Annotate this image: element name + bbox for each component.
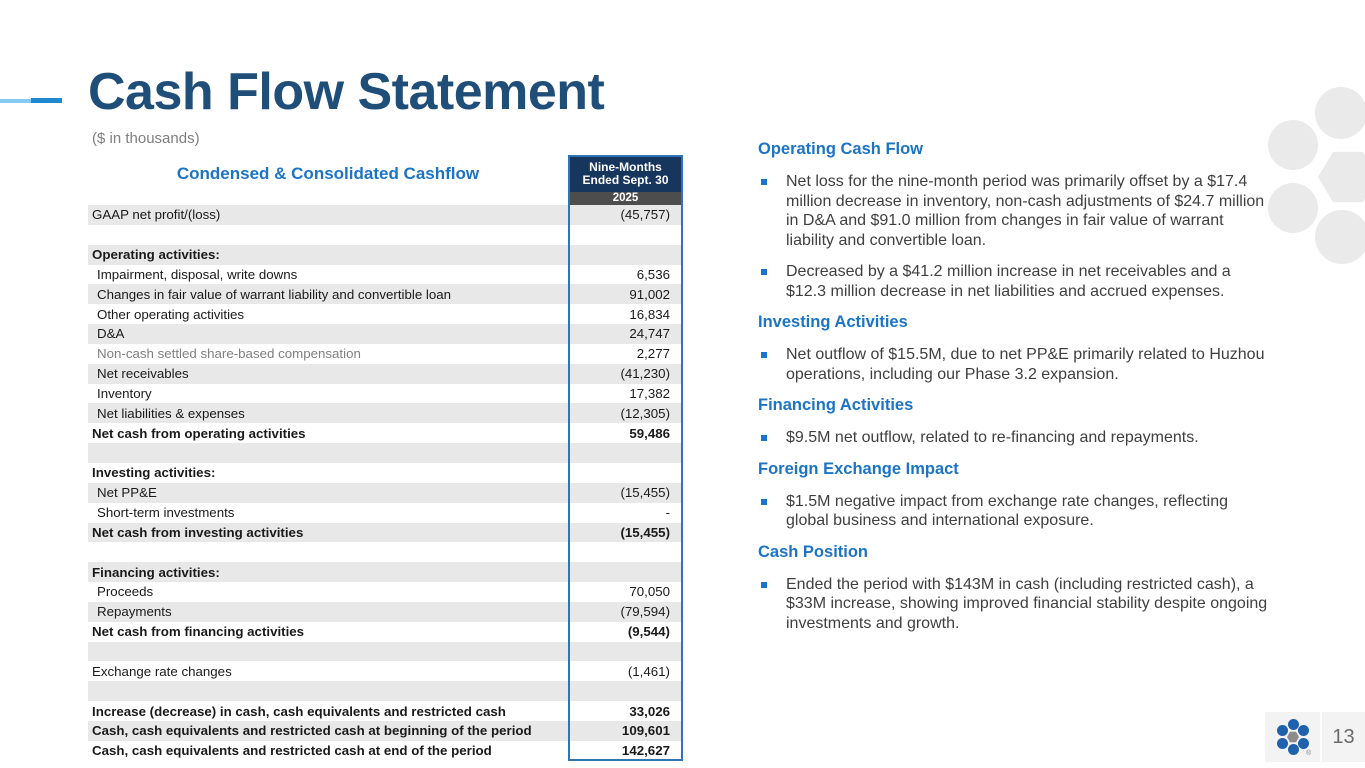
table-row <box>88 681 683 701</box>
table-row <box>88 245 683 265</box>
table-row <box>88 542 683 562</box>
table-row <box>88 562 683 582</box>
table-row <box>88 602 683 622</box>
row-label: Other operating activities <box>97 306 245 322</box>
row-label: Net cash from investing activities <box>92 524 304 540</box>
row-value: (45,757) <box>620 207 670 223</box>
watermark-circle <box>1315 210 1365 264</box>
commentary-panel <box>758 140 1272 645</box>
footer-page-cell <box>1322 712 1365 762</box>
bullet-item <box>758 262 1272 301</box>
row-label: Impairment, disposal, write downs <box>97 266 298 282</box>
row-value: - <box>665 505 670 521</box>
row-value: (79,594) <box>620 604 670 620</box>
accent-line-dark <box>31 98 62 103</box>
period-column-header <box>568 155 683 205</box>
table-row <box>88 701 683 721</box>
row-label: Net cash from financing activities <box>92 624 305 640</box>
bullet-item <box>758 172 1272 250</box>
row-label: Cash, cash equivalents and restricted cash at end of the period <box>92 743 492 759</box>
registered-mark: ® <box>1306 750 1312 757</box>
table-row <box>88 661 683 681</box>
table-row <box>88 304 683 324</box>
table-row <box>88 523 683 543</box>
logo-dot <box>1288 744 1299 755</box>
row-value: (1,461) <box>627 663 670 679</box>
row-label: Cash, cash equivalents and restricted cash at beginning of the period <box>92 723 532 739</box>
row-value: 59,486 <box>629 425 670 441</box>
row-value: 24,747 <box>629 326 670 342</box>
row-value: 17,382 <box>629 386 670 402</box>
table-row <box>88 503 683 523</box>
table-row <box>88 443 683 463</box>
bullet-item <box>758 575 1272 634</box>
row-value: (41,230) <box>620 366 670 382</box>
row-label: Changes in fair value of warrant liability and convertible loan <box>97 286 452 302</box>
bullet-text: Net outflow of $15.5M, due to net PP&E primarily related to Huzhou operations, including our Phase 3.2 expansion. <box>786 346 1265 383</box>
bullet-square-icon <box>761 435 767 441</box>
cashflow-table <box>88 155 683 761</box>
table-row <box>88 344 683 364</box>
bullet-square-icon <box>761 269 767 275</box>
table-row <box>88 364 683 384</box>
bullet-item <box>758 345 1272 384</box>
table-row <box>88 463 683 483</box>
table-row <box>88 642 683 662</box>
row-value: (15,455) <box>620 524 670 540</box>
bullet-text: Ended the period with $143M in cash (including restricted cash), a $33M increase, showing improved financial stability despite ongoing investments and growth. <box>786 575 1268 632</box>
bullet-text: Net loss for the nine-month period was primarily offset by a $17.4 million decrease in inventory, non-cash adjustments of $24.7 million in D&A and $91.0 million from changes in fair value of warrant liability and convertible loan. <box>786 173 1265 249</box>
bullet-item <box>758 492 1272 531</box>
table-row <box>88 205 683 225</box>
row-label: GAAP net profit/(loss) <box>92 207 221 223</box>
watermark-circle <box>1315 87 1365 139</box>
row-value: 70,050 <box>629 584 670 600</box>
row-label: Exchange rate changes <box>92 663 232 679</box>
logo-dot <box>1277 738 1288 749</box>
row-label: D&A <box>97 326 125 342</box>
period-line2: Ended Sept. 30 <box>582 173 669 187</box>
watermark-circle <box>1268 183 1318 233</box>
row-value: 2,277 <box>636 346 670 362</box>
row-label: Net receivables <box>97 366 189 382</box>
page-subtitle: ($ in thousands) <box>92 130 200 147</box>
row-value: 91,002 <box>629 286 670 302</box>
cashflow-table-body <box>88 205 683 761</box>
bullet-item <box>758 428 1272 448</box>
bullet-square-icon <box>761 582 767 588</box>
table-row <box>88 582 683 602</box>
table-title: Condensed & Consolidated Cashflow <box>176 164 480 183</box>
row-label: Repayments <box>97 604 172 620</box>
table-row <box>88 721 683 741</box>
logo-dot <box>1277 725 1288 736</box>
page-number: 13 <box>1332 725 1355 748</box>
logo-dot <box>1298 738 1309 749</box>
logo-dot <box>1288 719 1299 730</box>
bullet-square-icon <box>761 352 767 358</box>
logo-center-hexagon <box>1287 731 1299 743</box>
row-value: 142,627 <box>621 743 670 759</box>
row-label: Financing activities: <box>92 564 220 580</box>
table-row <box>88 622 683 642</box>
row-value: 33,026 <box>629 703 670 719</box>
table-row <box>88 423 683 443</box>
row-label: Short-term investments <box>97 505 235 521</box>
table-row <box>88 403 683 423</box>
row-label: Inventory <box>97 386 152 402</box>
row-label: Increase (decrease) in cash, cash equivalents and restricted cash <box>92 703 506 719</box>
table-row <box>88 483 683 503</box>
row-label: Non-cash settled share-based compensation <box>97 346 361 362</box>
period-header-text <box>568 155 683 192</box>
table-row <box>88 741 683 761</box>
table-row <box>88 265 683 285</box>
row-label: Net cash from operating activities <box>92 425 306 441</box>
row-label: Proceeds <box>97 584 154 600</box>
company-dots-logo-icon <box>1273 717 1313 757</box>
watermark-hexagon <box>1318 148 1365 206</box>
row-value: 16,834 <box>629 306 670 322</box>
accent-line-light <box>0 99 33 103</box>
row-value: 6,536 <box>636 266 670 282</box>
section-heading: Operating Cash Flow <box>758 140 924 158</box>
section-heading: Financing Activities <box>758 396 914 414</box>
bullet-text: Decreased by a $41.2 million increase in net receivables and a $12.3 million decrease in net liabilities and accrued expenses. <box>786 263 1231 300</box>
period-year: 2025 <box>568 192 683 205</box>
row-value: (9,544) <box>627 624 670 640</box>
section-heading: Investing Activities <box>758 313 908 331</box>
bullet-square-icon <box>761 499 767 505</box>
row-value: 109,601 <box>621 723 670 739</box>
bullet-text: $1.5M negative impact from exchange rate changes, reflecting global business and international exposure. <box>786 492 1229 529</box>
page-title: Cash Flow Statement <box>88 63 605 121</box>
table-row <box>88 284 683 304</box>
logo-dot <box>1298 725 1309 736</box>
table-row <box>88 225 683 245</box>
period-line1: Nine-Months <box>589 160 662 174</box>
table-row <box>88 324 683 344</box>
section-heading: Foreign Exchange Impact <box>758 459 959 478</box>
row-label: Net PP&E <box>97 485 157 501</box>
row-value: (12,305) <box>620 405 670 421</box>
table-row <box>88 384 683 404</box>
cashflow-table-header <box>88 155 683 205</box>
row-value: (15,455) <box>620 485 670 501</box>
row-label: Net liabilities & expenses <box>97 405 245 421</box>
section-heading: Cash Position <box>758 542 869 561</box>
watermark-circle <box>1268 120 1318 170</box>
bullet-text: $9.5M net outflow, related to re-financing and repayments. <box>786 429 1199 446</box>
row-label: Investing activities: <box>92 465 216 481</box>
row-label: Operating activities: <box>92 247 220 263</box>
bullet-square-icon <box>761 179 767 185</box>
